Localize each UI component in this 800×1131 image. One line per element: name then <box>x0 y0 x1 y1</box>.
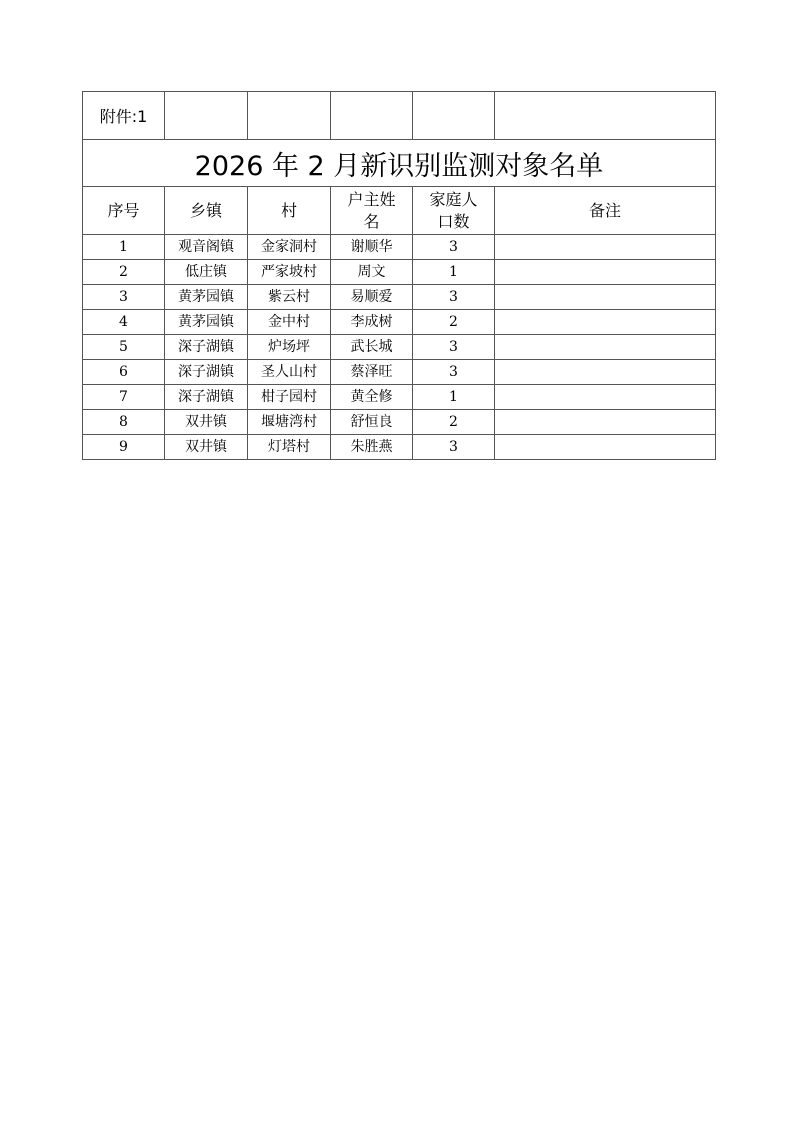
monitoring-list-table <box>82 91 716 460</box>
column-header-remarks: 备注 <box>495 187 716 235</box>
cell-householder: 易顺爱 <box>331 285 413 310</box>
cell-remarks <box>495 285 716 310</box>
cell-seq: 4 <box>83 310 165 335</box>
cell-village: 柑子园村 <box>248 385 331 410</box>
empty-cell <box>331 92 413 140</box>
cell-seq: 2 <box>83 260 165 285</box>
cell-town: 双井镇 <box>165 410 248 435</box>
cell-household-size: 3 <box>413 435 495 460</box>
cell-town: 深子湖镇 <box>165 385 248 410</box>
cell-village: 紫云村 <box>248 285 331 310</box>
table-row <box>83 285 716 310</box>
table-row <box>83 310 716 335</box>
cell-town: 观音阁镇 <box>165 235 248 260</box>
cell-seq: 8 <box>83 410 165 435</box>
table-body <box>83 235 716 460</box>
cell-householder: 谢顺华 <box>331 235 413 260</box>
cell-village: 金中村 <box>248 310 331 335</box>
document-title: 2026 年 2 月新识别监测对象名单 <box>83 140 716 187</box>
cell-village: 堰塘湾村 <box>248 410 331 435</box>
cell-village: 灯塔村 <box>248 435 331 460</box>
cell-household-size: 1 <box>413 385 495 410</box>
cell-household-size: 1 <box>413 260 495 285</box>
cell-remarks <box>495 260 716 285</box>
title-row <box>83 140 716 187</box>
cell-householder: 李成树 <box>331 310 413 335</box>
cell-remarks <box>495 335 716 360</box>
attachment-label: 附件:1 <box>83 92 165 140</box>
table-row <box>83 260 716 285</box>
cell-village: 金家洞村 <box>248 235 331 260</box>
table-row <box>83 435 716 460</box>
cell-town: 低庄镇 <box>165 260 248 285</box>
cell-village: 严家坡村 <box>248 260 331 285</box>
cell-seq: 7 <box>83 385 165 410</box>
cell-household-size: 2 <box>413 410 495 435</box>
cell-remarks <box>495 310 716 335</box>
cell-household-size: 3 <box>413 285 495 310</box>
column-header-household-size: 家庭人口数 <box>413 187 495 235</box>
cell-householder: 周文 <box>331 260 413 285</box>
cell-remarks <box>495 360 716 385</box>
cell-householder: 武长城 <box>331 335 413 360</box>
cell-seq: 6 <box>83 360 165 385</box>
attachment-row <box>83 92 716 140</box>
table-row <box>83 360 716 385</box>
cell-remarks <box>495 410 716 435</box>
column-header-householder: 户主姓名 <box>331 187 413 235</box>
cell-householder: 黄全修 <box>331 385 413 410</box>
cell-village: 炉场坪 <box>248 335 331 360</box>
table-row <box>83 235 716 260</box>
cell-seq: 3 <box>83 285 165 310</box>
cell-town: 深子湖镇 <box>165 360 248 385</box>
cell-householder: 朱胜燕 <box>331 435 413 460</box>
empty-cell <box>165 92 248 140</box>
header-row <box>83 187 716 235</box>
cell-seq: 9 <box>83 435 165 460</box>
empty-cell <box>248 92 331 140</box>
cell-householder: 舒恒良 <box>331 410 413 435</box>
table-row <box>83 385 716 410</box>
cell-seq: 5 <box>83 335 165 360</box>
cell-household-size: 3 <box>413 360 495 385</box>
cell-householder: 蔡泽旺 <box>331 360 413 385</box>
cell-remarks <box>495 435 716 460</box>
cell-remarks <box>495 235 716 260</box>
column-header-seq: 序号 <box>83 187 165 235</box>
cell-seq: 1 <box>83 235 165 260</box>
cell-town: 深子湖镇 <box>165 335 248 360</box>
cell-household-size: 2 <box>413 310 495 335</box>
cell-town: 黄茅园镇 <box>165 310 248 335</box>
cell-household-size: 3 <box>413 235 495 260</box>
cell-village: 圣人山村 <box>248 360 331 385</box>
cell-remarks <box>495 385 716 410</box>
empty-cell <box>495 92 716 140</box>
column-header-town: 乡镇 <box>165 187 248 235</box>
table-row <box>83 410 716 435</box>
cell-town: 黄茅园镇 <box>165 285 248 310</box>
column-header-village: 村 <box>248 187 331 235</box>
cell-household-size: 3 <box>413 335 495 360</box>
cell-town: 双井镇 <box>165 435 248 460</box>
empty-cell <box>413 92 495 140</box>
table-row <box>83 335 716 360</box>
